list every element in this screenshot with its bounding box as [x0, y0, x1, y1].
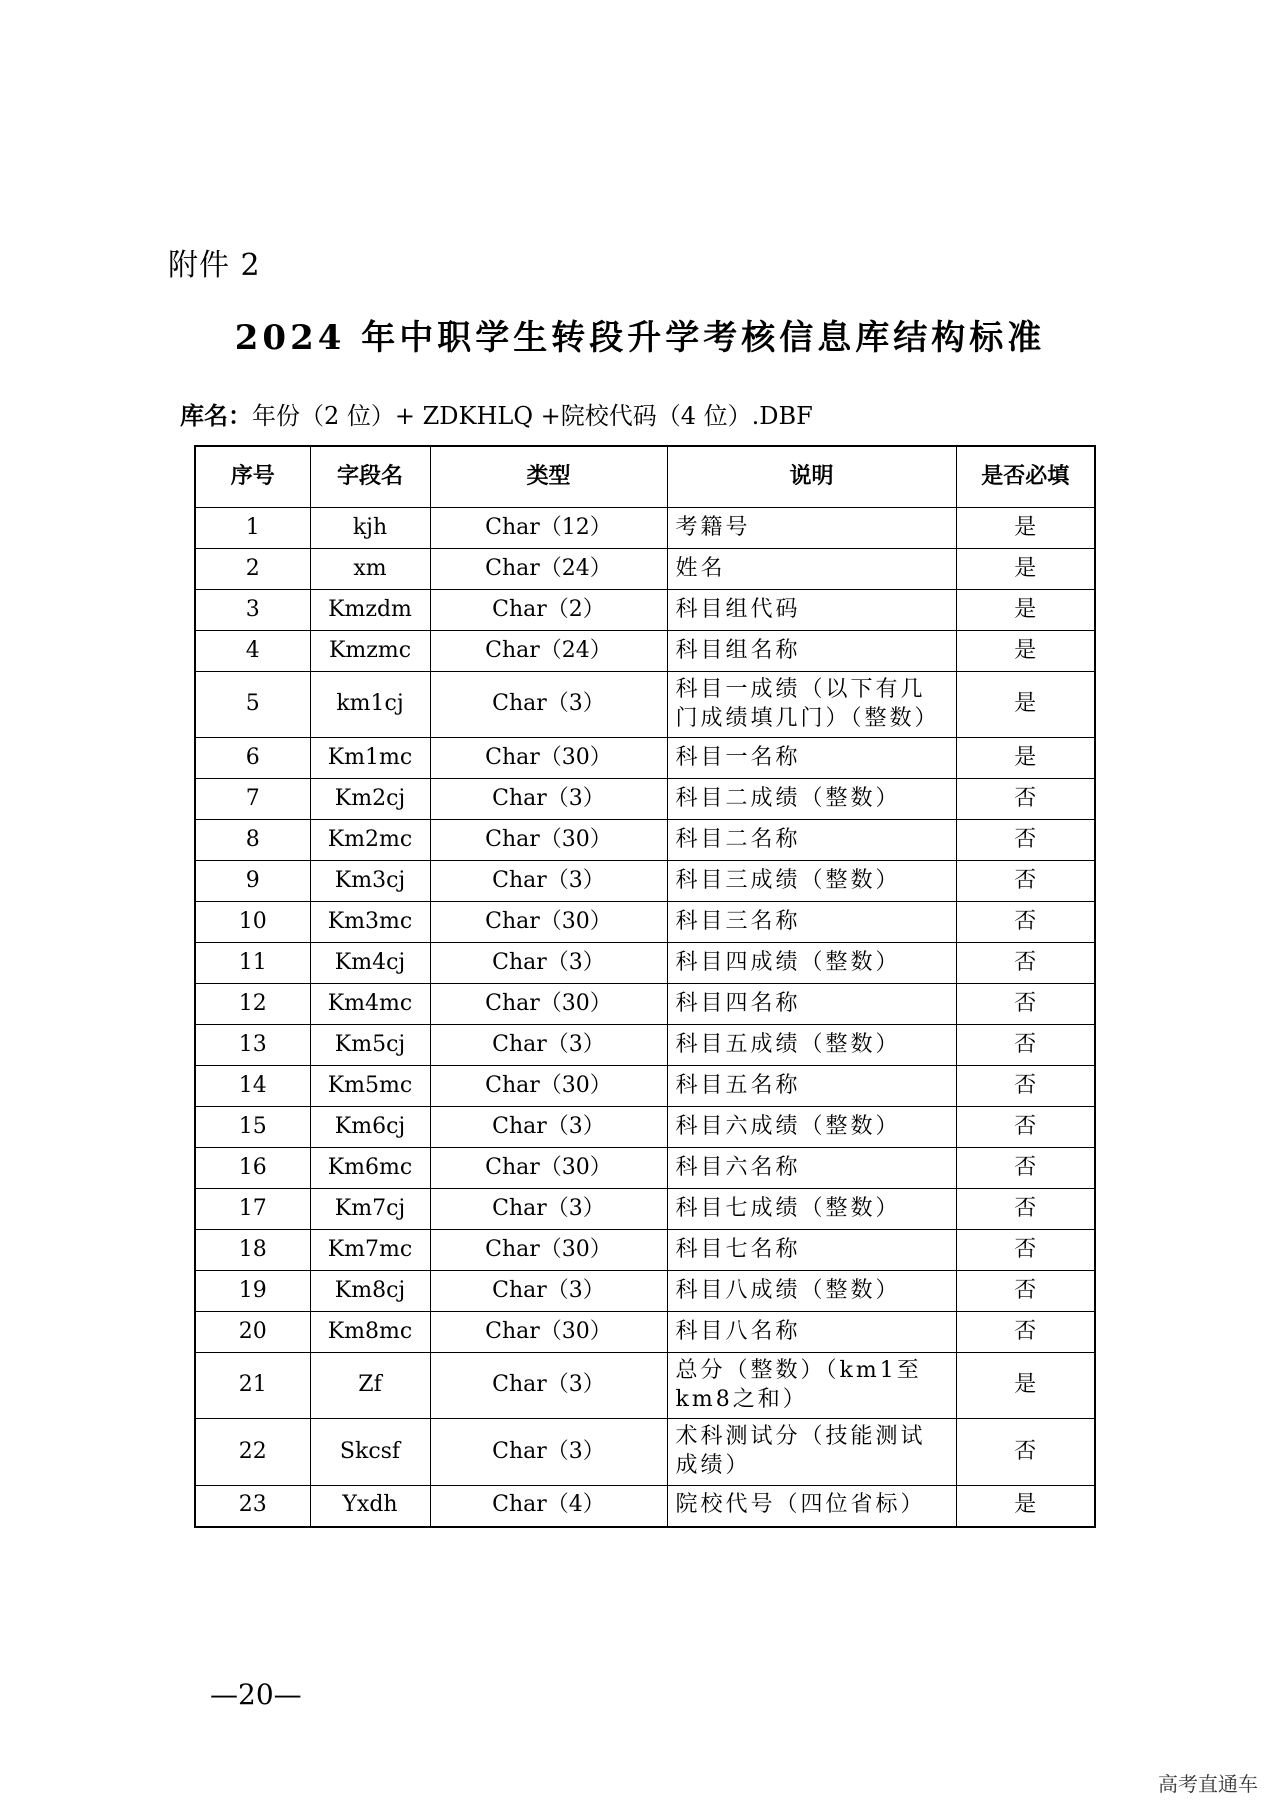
cell-type: Char（3） [430, 1189, 667, 1230]
cell-type: Char（30） [430, 1066, 667, 1107]
cell-field-name: Km5cj [310, 1025, 430, 1066]
cell-field-name: Km5mc [310, 1066, 430, 1107]
cell-index: 19 [195, 1271, 310, 1312]
cell-description: 科目三名称 [667, 902, 956, 943]
cell-required: 否 [956, 984, 1095, 1025]
attachment-label: 附件 2 [168, 248, 261, 283]
cell-description: 科目七成绩（整数） [667, 1189, 956, 1230]
cell-description: 术科测试分（技能测试成绩） [667, 1419, 956, 1485]
cell-type: Char（30） [430, 820, 667, 861]
cell-field-name: Km8cj [310, 1271, 430, 1312]
cell-field-name: Km2cj [310, 779, 430, 820]
cell-field-name: km1cj [310, 672, 430, 738]
document-title: 2024 年中职学生转段升学考核信息库结构标准 [234, 318, 1046, 358]
cell-description: 总分（整数）（km1至km8之和） [667, 1353, 956, 1419]
cell-description: 科目组名称 [667, 631, 956, 672]
cell-description: 科目八名称 [667, 1312, 956, 1353]
database-name-value: 年份（2 位）+ ZDKHLQ +院校代码（4 位）.DBF [252, 402, 813, 430]
table-row [195, 672, 1095, 738]
cell-index: 2 [195, 549, 310, 590]
cell-field-name: Km7mc [310, 1230, 430, 1271]
cell-description: 科目三成绩（整数） [667, 861, 956, 902]
table-row [195, 1066, 1095, 1107]
cell-field-name: Km8mc [310, 1312, 430, 1353]
table-row [195, 1353, 1095, 1419]
cell-type: Char（30） [430, 738, 667, 779]
cell-field-name: Km6cj [310, 1107, 430, 1148]
cell-description: 科目七名称 [667, 1230, 956, 1271]
cell-field-name: Kmzmc [310, 631, 430, 672]
header-field-name: 字段名 [310, 446, 430, 508]
table-row [195, 861, 1095, 902]
table-row [195, 1189, 1095, 1230]
cell-type: Char（24） [430, 631, 667, 672]
cell-required: 否 [956, 861, 1095, 902]
cell-field-name: xm [310, 549, 430, 590]
field-structure-table [194, 445, 1096, 1528]
cell-field-name: kjh [310, 508, 430, 549]
cell-index: 23 [195, 1485, 310, 1527]
cell-index: 3 [195, 590, 310, 631]
table-row [195, 631, 1095, 672]
header-required: 是否必填 [956, 446, 1095, 508]
cell-index: 14 [195, 1066, 310, 1107]
cell-type: Char（12） [430, 508, 667, 549]
cell-description: 科目一成绩（以下有几门成绩填几门）（整数） [667, 672, 956, 738]
cell-type: Char（3） [430, 861, 667, 902]
cell-required: 否 [956, 1148, 1095, 1189]
database-name-line [180, 396, 813, 431]
table-row [195, 1271, 1095, 1312]
cell-description: 姓名 [667, 549, 956, 590]
cell-type: Char（30） [430, 902, 667, 943]
table-row [195, 984, 1095, 1025]
cell-type: Char（3） [430, 1419, 667, 1485]
table-body [195, 508, 1095, 1527]
cell-index: 7 [195, 779, 310, 820]
table-row [195, 820, 1095, 861]
cell-type: Char（30） [430, 1312, 667, 1353]
cell-field-name: Km6mc [310, 1148, 430, 1189]
cell-field-name: Km4mc [310, 984, 430, 1025]
cell-description: 科目四成绩（整数） [667, 943, 956, 984]
cell-description: 科目二成绩（整数） [667, 779, 956, 820]
cell-type: Char（4） [430, 1485, 667, 1527]
cell-type: Char（24） [430, 549, 667, 590]
table-row [195, 508, 1095, 549]
cell-type: Char（3） [430, 1107, 667, 1148]
cell-required: 否 [956, 902, 1095, 943]
cell-type: Char（30） [430, 984, 667, 1025]
table-row [195, 1230, 1095, 1271]
cell-required: 否 [956, 1189, 1095, 1230]
cell-field-name: Km3mc [310, 902, 430, 943]
page-number: —20— [210, 1678, 302, 1711]
cell-required: 是 [956, 1353, 1095, 1419]
cell-type: Char（3） [430, 1353, 667, 1419]
cell-type: Char（2） [430, 590, 667, 631]
table-row [195, 1107, 1095, 1148]
cell-required: 是 [956, 672, 1095, 738]
table-row [195, 902, 1095, 943]
cell-field-name: Yxdh [310, 1485, 430, 1527]
database-name-label: 库名： [180, 402, 252, 430]
header-type: 类型 [430, 446, 667, 508]
cell-type: Char（3） [430, 779, 667, 820]
cell-required: 是 [956, 549, 1095, 590]
cell-type: Char（3） [430, 1271, 667, 1312]
cell-description: 科目四名称 [667, 984, 956, 1025]
cell-required: 否 [956, 1230, 1095, 1271]
cell-description: 考籍号 [667, 508, 956, 549]
table-row [195, 738, 1095, 779]
cell-required: 是 [956, 1485, 1095, 1527]
cell-description: 科目五名称 [667, 1066, 956, 1107]
cell-required: 否 [956, 943, 1095, 984]
cell-index: 10 [195, 902, 310, 943]
cell-index: 16 [195, 1148, 310, 1189]
table-row [195, 1148, 1095, 1189]
cell-index: 22 [195, 1419, 310, 1485]
cell-field-name: Zf [310, 1353, 430, 1419]
cell-description: 科目一名称 [667, 738, 956, 779]
cell-field-name: Kmzdm [310, 590, 430, 631]
cell-required: 否 [956, 779, 1095, 820]
watermark: 高考直通车 [1158, 1772, 1258, 1796]
table-row [195, 943, 1095, 984]
cell-description: 科目八成绩（整数） [667, 1271, 956, 1312]
cell-index: 5 [195, 672, 310, 738]
cell-required: 否 [956, 1025, 1095, 1066]
cell-required: 是 [956, 508, 1095, 549]
cell-description: 科目六名称 [667, 1148, 956, 1189]
cell-required: 是 [956, 631, 1095, 672]
cell-index: 18 [195, 1230, 310, 1271]
cell-required: 否 [956, 1419, 1095, 1485]
cell-required: 否 [956, 1312, 1095, 1353]
cell-type: Char（30） [430, 1148, 667, 1189]
cell-description: 科目二名称 [667, 820, 956, 861]
cell-type: Char（30） [430, 1230, 667, 1271]
cell-index: 15 [195, 1107, 310, 1148]
cell-required: 否 [956, 1107, 1095, 1148]
cell-index: 12 [195, 984, 310, 1025]
table-row [195, 590, 1095, 631]
cell-index: 13 [195, 1025, 310, 1066]
cell-field-name: Km3cj [310, 861, 430, 902]
header-index: 序号 [195, 446, 310, 508]
cell-index: 17 [195, 1189, 310, 1230]
cell-type: Char（3） [430, 1025, 667, 1066]
cell-required: 否 [956, 1066, 1095, 1107]
cell-field-name: Km1mc [310, 738, 430, 779]
table-header-row [195, 446, 1095, 508]
cell-description: 科目组代码 [667, 590, 956, 631]
cell-index: 11 [195, 943, 310, 984]
table-row [195, 1025, 1095, 1066]
table-row [195, 1419, 1095, 1485]
cell-description: 院校代号（四位省标） [667, 1485, 956, 1527]
cell-index: 1 [195, 508, 310, 549]
cell-field-name: Km4cj [310, 943, 430, 984]
cell-field-name: Km7cj [310, 1189, 430, 1230]
cell-field-name: Skcsf [310, 1419, 430, 1485]
cell-field-name: Km2mc [310, 820, 430, 861]
cell-index: 6 [195, 738, 310, 779]
cell-type: Char（3） [430, 943, 667, 984]
cell-type: Char（3） [430, 672, 667, 738]
cell-index: 21 [195, 1353, 310, 1419]
cell-description: 科目六成绩（整数） [667, 1107, 956, 1148]
cell-description: 科目五成绩（整数） [667, 1025, 956, 1066]
cell-required: 否 [956, 820, 1095, 861]
cell-required: 是 [956, 590, 1095, 631]
cell-index: 8 [195, 820, 310, 861]
cell-required: 否 [956, 1271, 1095, 1312]
cell-required: 是 [956, 738, 1095, 779]
table-row [195, 549, 1095, 590]
table-row [195, 1312, 1095, 1353]
cell-index: 20 [195, 1312, 310, 1353]
header-description: 说明 [667, 446, 956, 508]
cell-index: 4 [195, 631, 310, 672]
cell-index: 9 [195, 861, 310, 902]
table-row [195, 1485, 1095, 1527]
table-row [195, 779, 1095, 820]
